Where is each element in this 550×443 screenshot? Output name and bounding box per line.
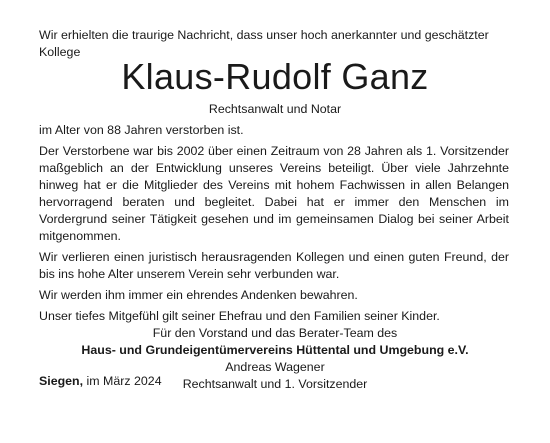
paragraph-age: im Alter von 88 Jahren verstorben ist. — [39, 123, 244, 137]
paragraph-remembrance: Wir werden ihm immer ein ehrendes Andenken bewahren. — [39, 288, 358, 302]
place: Siegen, — [39, 374, 84, 388]
date: im März 2024 — [86, 374, 162, 388]
paragraph-biography: Der Verstorbene war bis 2002 über einen Zeitraum von 28 Jahren als 1. Vorsitzender maßgeblich an der Entwicklung unseres Vereins beteiligt. Über viele Jahrzehnte hinweg hat er die Mitglieder des Vereins mit hohem Fachwissen in allen Belangen hervorragend beraten und begleitet. Dabei hat er immer den Menschen im Vordergrund seiner Tätigkeit gesehen und im gemeinsamen Dialog bei seiner Arbeit mitgenommen. — [39, 144, 509, 243]
deceased-profession: Rechtsanwalt und Notar — [208, 102, 342, 116]
signature-intro: Für den Vorstand und das Berater-Team des — [152, 326, 398, 340]
organization-name: Haus- und Grundeigentümervereins Hüttental und Umgebung e.V. — [81, 343, 469, 357]
notice-body — [39, 122, 509, 329]
signatory-name: Andreas Wagener — [225, 360, 325, 374]
place-date — [39, 373, 509, 390]
paragraph-condolence: Unser tiefes Mitgefühl gilt seiner Ehefrau und den Familien seiner Kinder. — [39, 309, 440, 323]
signatory-role: Rechtsanwalt und 1. Vorsitzender — [182, 377, 368, 391]
intro-text: Wir erhielten die traurige Nachricht, dass unser hoch anerkannter und geschätzter Kollege — [39, 28, 489, 59]
paragraph-loss: Wir verlieren einen juristisch herausragenden Kollegen und einen guten Freund, der bis ins hohe Alter unserem Verein sehr verbunden war. — [39, 250, 509, 281]
deceased-name: Klaus-Rudolf Ganz — [121, 56, 429, 97]
